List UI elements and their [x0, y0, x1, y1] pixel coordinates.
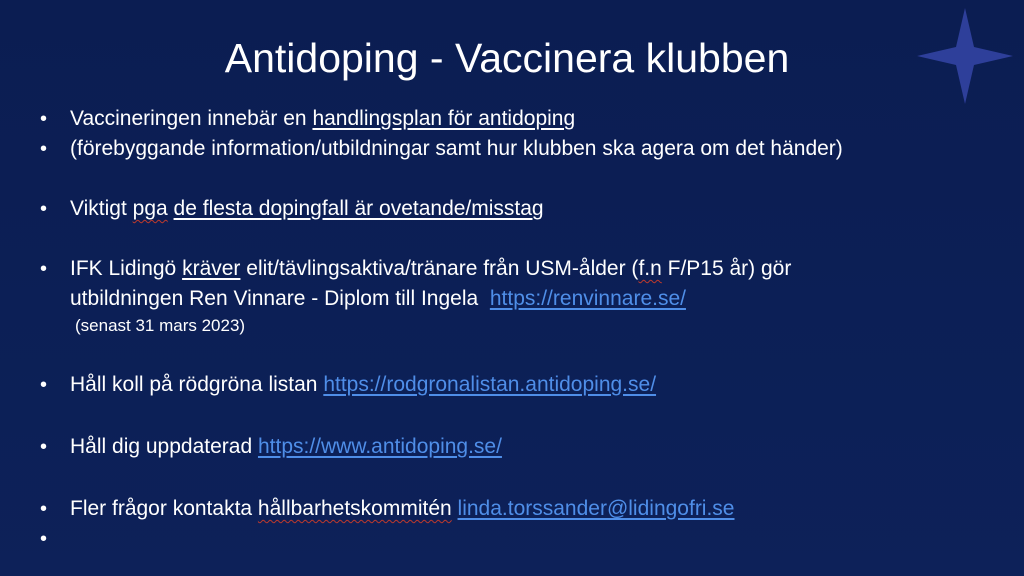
underlined-text: handlingsplan för antidoping	[312, 107, 576, 130]
bullet-red-green-list	[40, 370, 1010, 400]
spacer	[40, 462, 1010, 494]
renvinnare-link[interactable]: https://renvinnare.se/	[489, 287, 686, 310]
bullet-vaccination-plan	[40, 104, 1010, 134]
four-point-star-icon	[915, 6, 1015, 106]
underlined-text: kräver	[182, 257, 241, 280]
rodgronalistan-link[interactable]: https://rodgronalistan.antidoping.se/	[323, 373, 657, 396]
bullet-text: Viktigt	[70, 197, 133, 220]
bullet-list	[40, 104, 1010, 524]
bullet-text-line2: utbildningen Ren Vinnare - Diplom till Ingela	[70, 287, 479, 310]
bullet-preventive-info	[40, 134, 1010, 164]
bullet-text: Håll koll på rödgröna listan	[70, 373, 324, 396]
bullet-text: Håll dig uppdaterad	[70, 435, 258, 458]
bullet-contact	[40, 494, 1010, 524]
spacer	[40, 338, 1010, 370]
spellcheck-word: f.n	[638, 257, 662, 280]
underlined-text: de flesta dopingfall är ovetande/misstag	[173, 197, 544, 220]
bullet-stay-updated	[40, 432, 1010, 462]
bullet-text: Vaccineringen innebär en	[70, 107, 313, 130]
spellcheck-word: hållbarhetskommitén	[257, 497, 452, 520]
spacer	[40, 224, 1010, 254]
spacer	[40, 164, 1010, 194]
bullet-important	[40, 194, 1010, 224]
spacer	[40, 400, 1010, 432]
antidoping-link[interactable]: https://www.antidoping.se/	[257, 435, 502, 458]
slide-title: Antidoping - Vaccinera klubben	[224, 35, 790, 81]
bullet-text: IFK Lidingö	[70, 257, 183, 280]
contact-email-link[interactable]: linda.torssander@lidingofri.se	[457, 497, 735, 520]
bullet-text: elit/tävlingsaktiva/tränare från USM-ålder (	[240, 257, 639, 280]
bullet-text: (förebyggande information/utbildningar samt hur klubben ska agera om det händer)	[70, 137, 843, 160]
bullet-text: Fler frågor kontakta	[70, 497, 258, 520]
bullet-text: F/P15 år) gör	[661, 257, 792, 280]
spellcheck-word: pga	[132, 197, 168, 220]
deadline-note: (senast 31 mars 2023)	[75, 316, 246, 335]
bullet-requirement	[40, 254, 1010, 338]
